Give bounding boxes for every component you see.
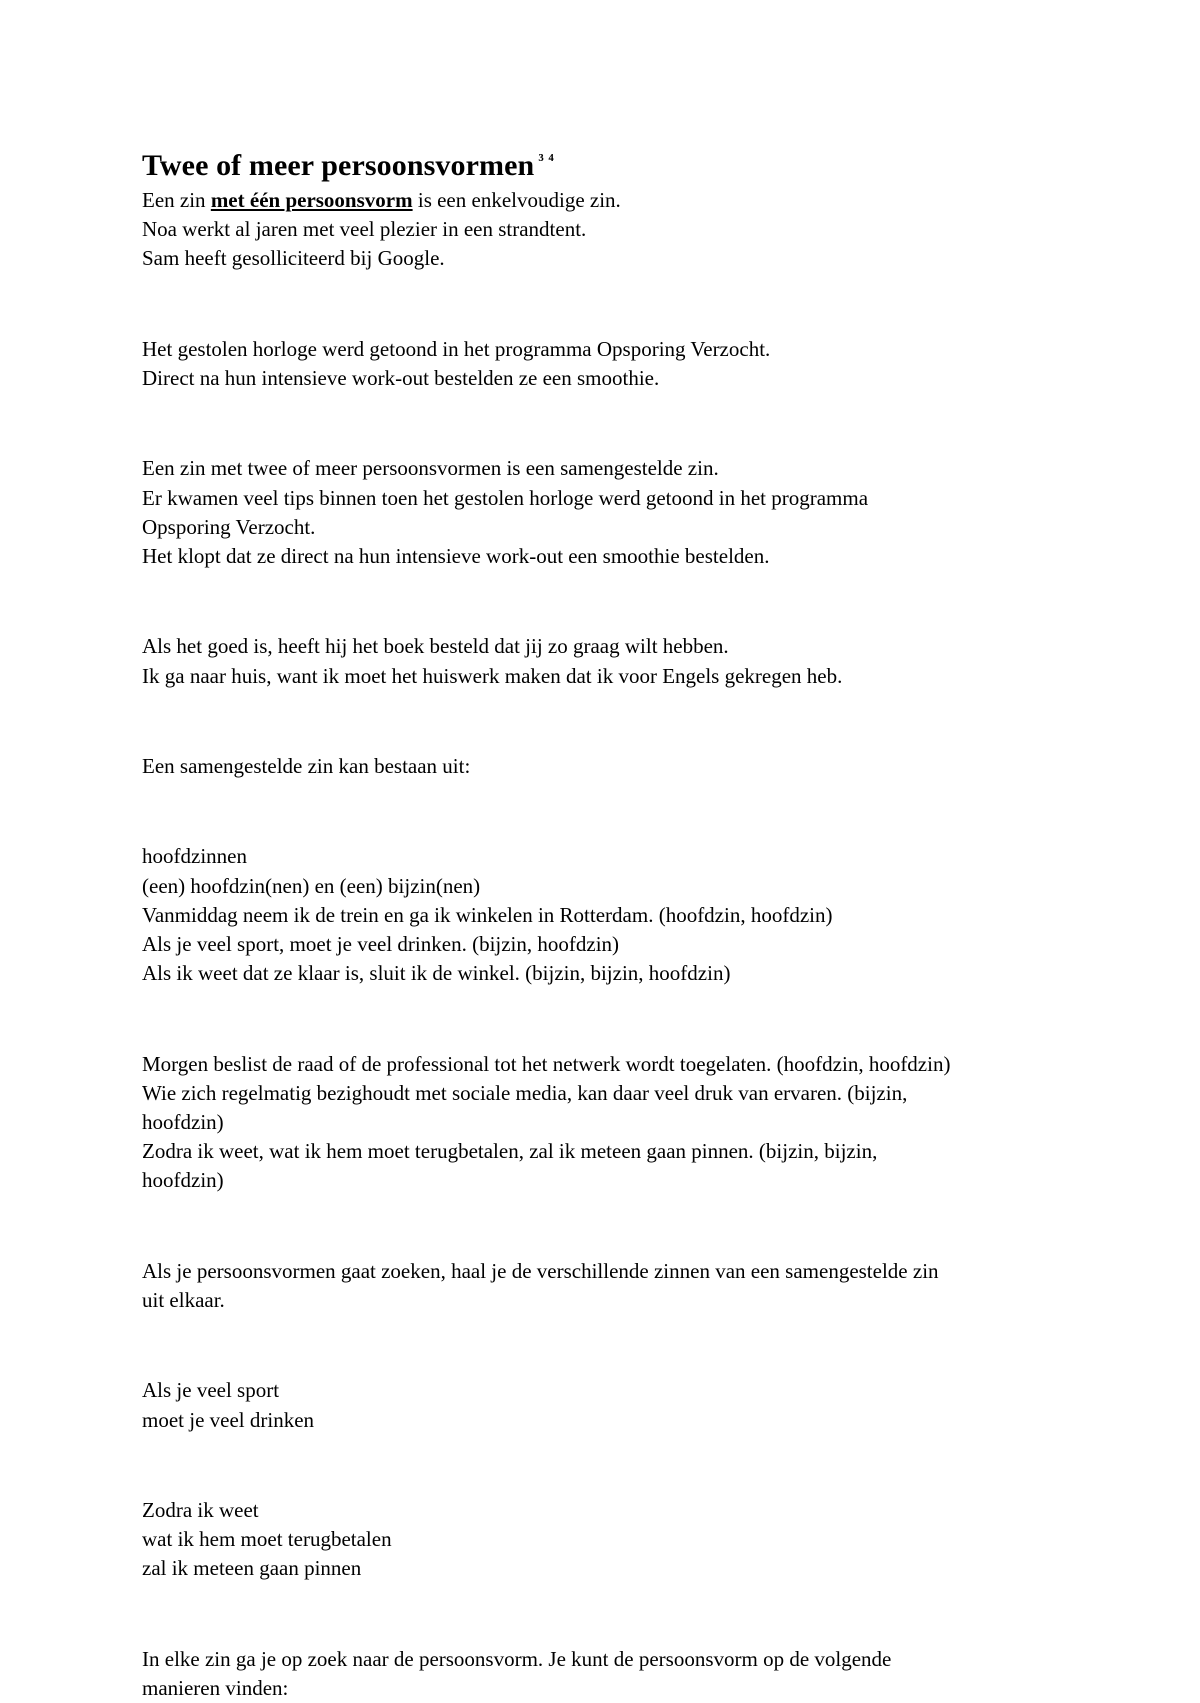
footnote-markers: ³ ⁴ xyxy=(538,150,554,170)
text-line: wat ik hem moet terugbetalen xyxy=(142,1527,392,1552)
text-line: hoofdzin) xyxy=(142,1168,224,1193)
text-line: Het klopt dat ze direct na hun intensieve work-out een smoothie bestelden. xyxy=(142,544,770,568)
text-line: Direct na hun intensieve work-out bestelden ze een smoothie. xyxy=(142,366,660,390)
text-line: Opsporing Verzocht. xyxy=(142,514,316,539)
blank-line xyxy=(142,1600,1062,1629)
blank-line xyxy=(142,587,1062,616)
text-line: Het gestolen horloge werd getoond in het programma Opsporing Verzocht. xyxy=(142,336,771,361)
text-line: moet je veel drinken xyxy=(142,1407,315,1432)
text-line: Zodra ik weet, wat ik hem moet terugbetalen, zal ik meteen gaan pinnen. (bijzin, bijzin, xyxy=(142,1139,878,1164)
text-line: hoofdzinnen xyxy=(142,844,247,869)
text-line: Morgen beslist de raad of de professional tot het netwerk wordt toegelaten. (hoofdzin, hoofdzin) xyxy=(142,1051,951,1076)
document-page xyxy=(142,140,1062,1703)
text-line: Wie zich regelmatig bezighoudt met sociale media, kan daar veel druk van ervaren. (bijzin, xyxy=(142,1080,908,1105)
blank-line xyxy=(142,707,1062,736)
text-line: Sam heeft gesolliciteerd bij Google. xyxy=(142,246,445,271)
text-line: Als je veel sport xyxy=(142,1378,280,1403)
text-line: In elke zin ga je op zoek naar de persoonsvorm. Je kunt de persoonsvorm op de volgende xyxy=(142,1646,892,1671)
text-line: hoofdzin) xyxy=(142,1109,224,1134)
text-line: (een) hoofdzin(nen) en (een) bijzin(nen) xyxy=(142,873,481,898)
intro-sentence xyxy=(142,186,1062,215)
text-line: Als ik weet dat ze klaar is, sluit ik de winkel. (bijzin, bijzin, hoofdzin) xyxy=(142,961,731,986)
text-line: Zodra ik weet xyxy=(142,1497,259,1522)
text-line: Als je veel sport, moet je veel drinken. (bijzin, hoofdzin) xyxy=(142,931,620,956)
blank-line xyxy=(142,1212,1062,1241)
intro-emphasis: met één persoonsvorm xyxy=(210,188,413,212)
blank-line xyxy=(142,1004,1062,1033)
text-line: Een samengestelde zin kan bestaan uit: xyxy=(142,753,471,778)
text-line: Noa werkt al jaren met veel plezier in een strandtent. xyxy=(142,217,587,242)
text-line: Als je persoonsvormen gaat zoeken, haal je de verschillende zinnen van een samengestelde zin xyxy=(142,1258,939,1283)
text-line: Vanmiddag neem ik de trein en ga ik winkelen in Rotterdam. (hoofdzin, hoofdzin) xyxy=(142,902,833,927)
text-line: Als het goed is, heeft hij het boek besteld dat jij zo graag wilt hebben. xyxy=(142,634,729,659)
page-title xyxy=(142,140,1062,186)
document-body xyxy=(142,215,1062,1703)
blank-line xyxy=(142,1451,1062,1480)
text-line: Een zin met twee of meer persoonsvormen is een samengestelde zin. xyxy=(142,456,719,481)
blank-line xyxy=(142,1331,1062,1360)
title-text: Twee of meer persoonsvormen xyxy=(142,149,535,182)
blank-line xyxy=(142,797,1062,826)
text-line: zal ik meteen gaan pinnen xyxy=(142,1556,362,1581)
text-line: Ik ga naar huis, want ik moet het huiswerk maken dat ik voor Engels gekregen heb. xyxy=(142,663,843,688)
blank-line xyxy=(142,290,1062,319)
text-line: uit elkaar. xyxy=(142,1287,225,1312)
intro-text-after: is een enkelvoudige zin. xyxy=(412,188,621,212)
text-line: Er kwamen veel tips binnen toen het gestolen horloge werd getoond in het programma xyxy=(142,485,869,510)
text-line: manieren vinden: xyxy=(142,1675,289,1700)
blank-line xyxy=(142,409,1062,438)
intro-text-before: Een zin xyxy=(142,188,211,212)
